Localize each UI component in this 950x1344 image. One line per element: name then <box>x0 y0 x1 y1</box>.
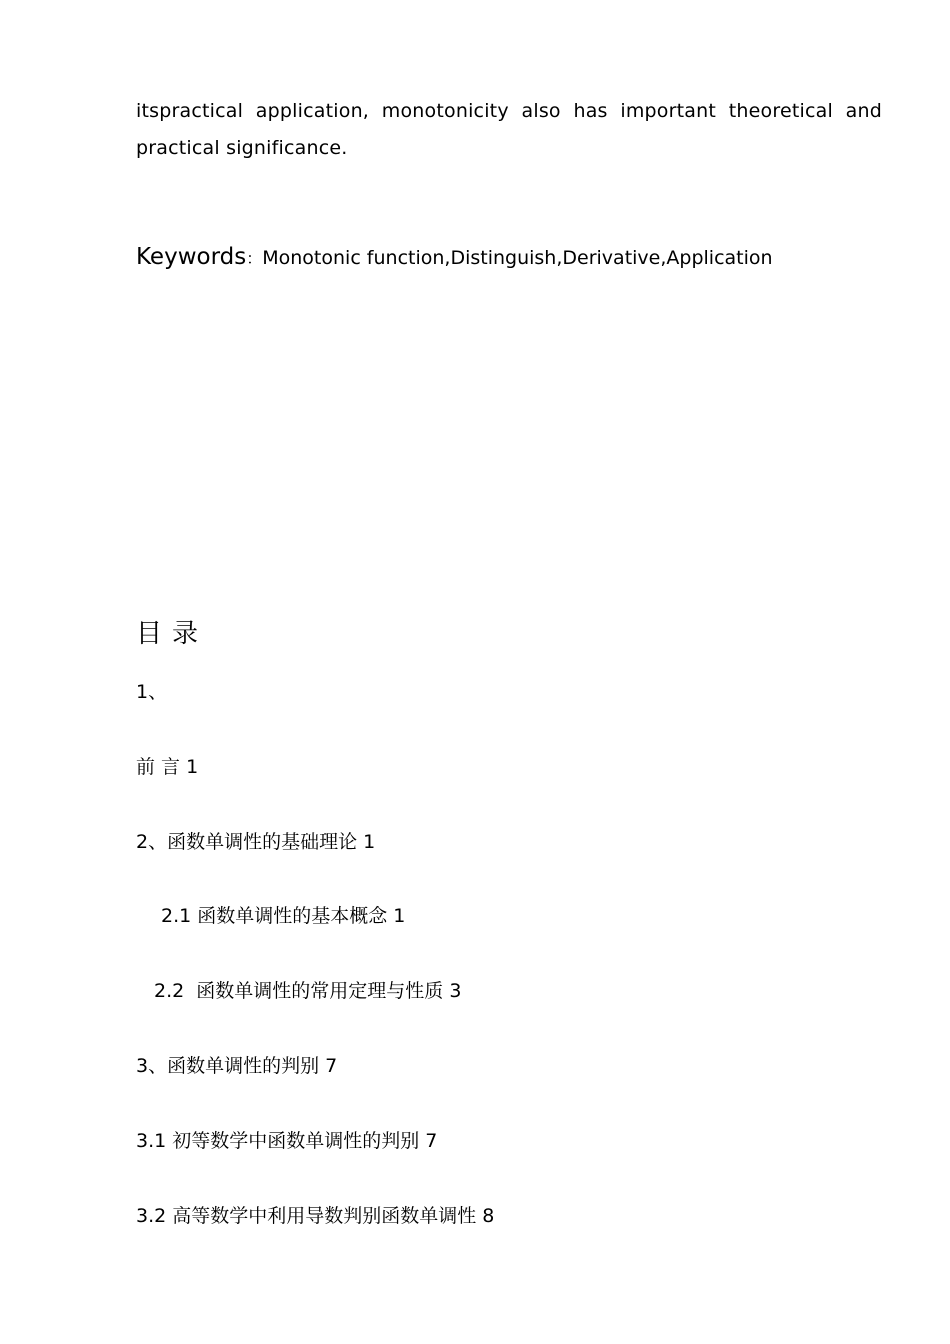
toc-item: 前 言 1 <box>136 756 199 778</box>
toc-item: 2、函数单调性的基础理论 1 <box>136 831 376 853</box>
toc-item: 3、函数单调性的判别 7 <box>136 1055 338 1077</box>
abstract-line-2: practical significance. <box>136 137 348 159</box>
toc-item: 1、 <box>136 681 168 703</box>
keywords-separator: ： <box>246 249 263 268</box>
toc-item: 3.1 初等数学中函数单调性的判别 7 <box>136 1130 438 1152</box>
abstract-line-1: itspractical application, monotonicity also has important theoretical and <box>136 100 882 122</box>
toc-item: 2.1 函数单调性的基本概念 1 <box>161 905 406 927</box>
toc-title: 目录 <box>136 619 209 649</box>
toc-item: 3.2 高等数学中利用导数判别函数单调性 8 <box>136 1205 495 1227</box>
keywords-label: Keywords <box>136 244 247 270</box>
keywords-line <box>136 244 773 270</box>
keywords-value: Monotonic function,Distinguish,Derivative,Application <box>262 247 773 269</box>
toc-item: 2.2 函数单调性的常用定理与性质 3 <box>154 980 462 1002</box>
